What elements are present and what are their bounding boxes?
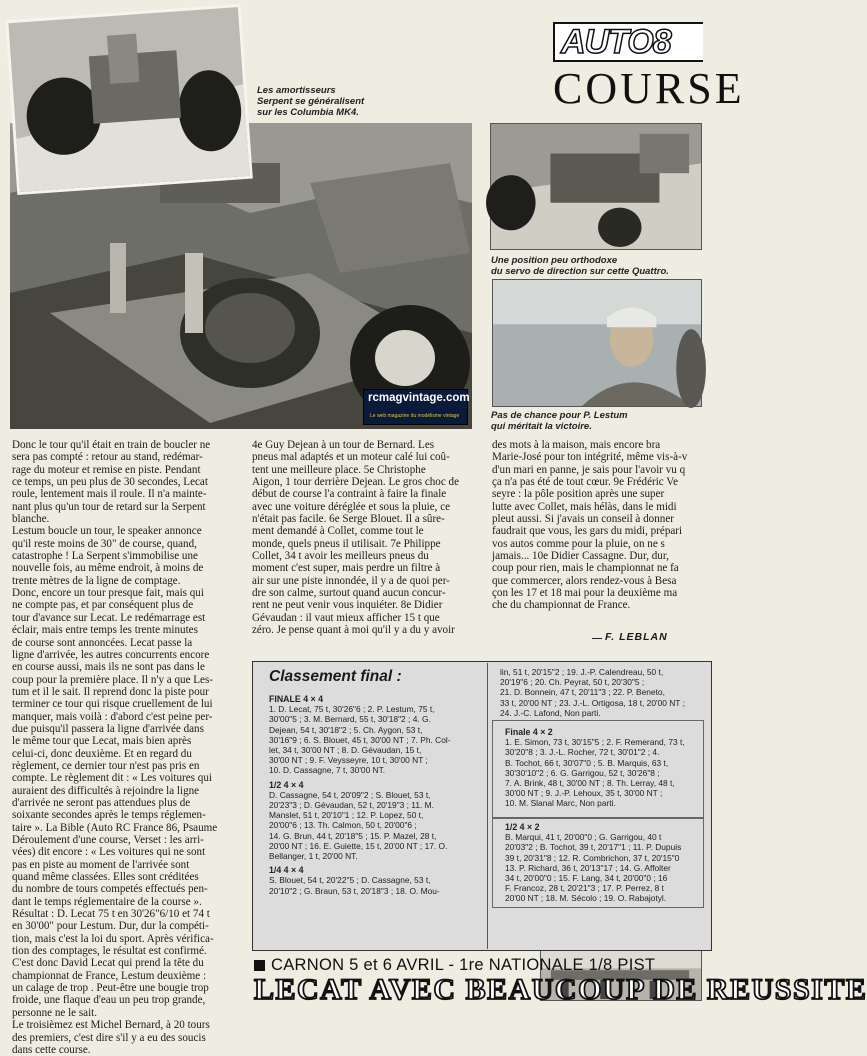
- results-section-header: FINALE 4 × 4: [269, 694, 324, 704]
- text-line: le même tour que Lecat, mais bien après: [12, 735, 192, 748]
- caption-line: du servo de direction sur cette Quattro.: [491, 266, 669, 277]
- results-right-half: [505, 818, 705, 904]
- text-line: n'était pas facile. 6e Serge Blouet. Il a sûre-: [252, 513, 445, 526]
- results-line: 13. P. Richard, 36 t, 20'13"17 ; 14. G. Affolter: [505, 862, 671, 873]
- caption-line: Les amortisseurs: [257, 85, 336, 96]
- text-line: nant plus qu'un tour de retard sur la Serpent: [12, 500, 206, 513]
- caption-line: Pas de chance pour P. Lestum: [491, 410, 628, 421]
- text-line: catastrophe ! La Serpent s'immobilise une: [12, 550, 198, 563]
- watermark-subtitle: Le web magazine du modélisme vintage: [370, 413, 460, 419]
- text-line: Gévaudan : il vaut mieux afficher 15 t que: [252, 611, 440, 624]
- results-line: 20'00 NT ; 16. E. Guiette, 15 t, 20'00 NT ; 17. O.: [269, 840, 448, 851]
- results-line: 30'20"8 ; 3. J.-L. Rocher, 72 t, 30'01"2 ; 4.: [505, 747, 660, 758]
- text-line: d'un mari en panne, je sais pour l'avoir vu q: [492, 463, 686, 476]
- results-line: 30'00"5 ; 3. M. Bernard, 55 t, 30'18"2 ; 4. G.: [269, 714, 431, 725]
- text-line: tour d'avance sur Lecat. Le redémarrage est: [12, 611, 206, 624]
- photo-p-lestum: [492, 279, 702, 407]
- text-line: monde, quels pneus il utilisait. 7e Philippe: [252, 537, 441, 550]
- text-line: coup pour la première place. Il n'y a que Les-: [12, 673, 213, 686]
- text-line: pleut aussi. Si j'avais un conseil à donner: [492, 513, 674, 526]
- text-line: seyre : la pôle position après une super: [492, 488, 665, 501]
- text-line: des mots à la maison, mais encore bra: [492, 439, 661, 451]
- text-line: çon les 17 et 18 mai pour la deuxième ma: [492, 587, 678, 600]
- caption-line: Serpent se généralisent: [257, 96, 365, 107]
- text-line: tent une meilleure place. 5e Christophe: [252, 463, 426, 476]
- text-line: ça n'a pas été de tout cœur. 9e Frédéric Ve: [492, 476, 678, 489]
- text-line: championnat de France, Lestum deuxième :: [12, 969, 207, 982]
- section-title: COURSE: [553, 64, 745, 113]
- results-line: 20'23"3 ; D. Gévaudan, 52 t, 20'19"3 ; 11. M.: [269, 800, 434, 811]
- text-line: sera pas compté : retour au stand, redémar-: [12, 451, 203, 464]
- text-line: Lestum boucle un tour, le speaker annonce: [12, 525, 202, 538]
- text-line: 21. D. Bonnein, 47 t, 20'11"3 ; 22. P. Beneto,: [500, 687, 665, 698]
- results-line: 30'16"9 ; 6. S. Blouet, 45 t, 30'00 NT ; 7. Ph. Col-: [269, 734, 451, 745]
- text-line: coup pour rien, mais le championnat ne fa: [492, 562, 679, 575]
- text-line: 33 t, 20'00 NT ; 23. J.-L. Ortigosa, 18 t, 20'00 NT ;: [500, 697, 685, 708]
- results-line: 10. M. Slanal Marc, Non parti.: [505, 798, 616, 809]
- text-line: règlement, ce dernier tour n'est pas pris en: [12, 759, 200, 772]
- results-line: 20'00"6 ; 13. Th. Calmon, 50 t, 20'00"6 ;: [269, 820, 417, 831]
- text-line: d'arrivée ne seront pas attendues plus de: [12, 796, 191, 809]
- results-line: let, 34 t, 30'00 NT ; 8. D. Gévaudan, 15 t,: [269, 745, 422, 756]
- results-line: 20'10"2 ; G. Braun, 53 t, 20'18"3 ; 18. O. Mou-: [269, 885, 440, 896]
- results-line: 20'03"2 ; B. Tochot, 39 t, 20'17"1 ; 11. P. Dupuis: [505, 842, 682, 853]
- text-line: des premiers, c'est dire s'il y a eu des soucis: [12, 1031, 206, 1044]
- inset-photo-shock-absorbers: [5, 4, 253, 195]
- text-line: Donc le tour qu'il était en train de boucler ne: [12, 439, 211, 451]
- caption-line: qui méritait la victoire.: [491, 421, 592, 432]
- text-line: avec une voiture déréglée et sous la pluie, ce: [252, 500, 451, 513]
- results-right-top: [500, 667, 705, 718]
- text-line: un calage de trop . Peut-être une bougie trop: [12, 982, 209, 995]
- text-line: manquer, mais voilà : d'abord c'est peine per-: [12, 710, 213, 723]
- text-line: ment demandé à Collet, comme tout le: [252, 525, 424, 538]
- text-line: qu'il reste moins de 30" de course, quand,: [12, 537, 197, 550]
- text-line: 4e Guy Dejean à un tour de Bernard. Les: [252, 439, 435, 451]
- text-line: début de course l'a contraint à faire la finale: [252, 488, 447, 501]
- text-line: roule, lentement mais il roule. Il n'a mainte-: [12, 488, 207, 501]
- results-line: 10. D. Cassagne, 7 t, 30'00 NT.: [269, 765, 386, 776]
- text-line: Aigon, 1 tour derrière Dejean. Le gros choc de: [252, 476, 460, 489]
- text-line: auraient des difficultés à rejoindre la ligne: [12, 784, 200, 797]
- article-column-2: [252, 439, 482, 637]
- watermark-title: rcmagvintage.com: [368, 392, 470, 404]
- results-left-column: [269, 690, 481, 896]
- results-divider: [487, 663, 488, 949]
- text-line: tion, mais c'est la loi du sport. Après vérifica-: [12, 932, 214, 945]
- text-line: dans cette course.: [12, 1043, 91, 1056]
- text-line: jamais... 10e Didier Cassagne. Dur, dur,: [492, 550, 669, 563]
- results-line: Manslet, 51 t, 20'10"1 ; 12. P. Lopez, 50 t,: [269, 810, 424, 821]
- text-line: Résultat : D. Lecat 75 t en 30'26"6/10 et 74 t: [12, 908, 210, 921]
- text-line: moment c'est super, mais perdre un filtre à: [252, 562, 441, 575]
- signature-rule: [592, 638, 602, 639]
- results-section-header: Finale 4 × 2: [505, 727, 553, 737]
- text-line: ne compte pas, et par conséquent plus de: [12, 599, 194, 612]
- photo-quattro-car: [490, 123, 702, 250]
- text-line: compte. Le règlement dit : « Les voitures qui: [12, 772, 212, 785]
- text-line: zéro. Je pense quant à moi qu'il y a du y avoir: [252, 624, 455, 637]
- banner-square-icon: [254, 960, 265, 971]
- text-line: trente mètres de la ligne de comptage.: [12, 574, 181, 587]
- results-line: 30'30'10"2 ; 6. G. Garrigou, 52 t, 30'26"8 ;: [505, 767, 660, 778]
- text-line: quand même classées. Elles sont créditées: [12, 871, 199, 884]
- text-line: soixante secondes après le temps réglemen-: [12, 809, 206, 822]
- text-line: Le troisièmez est Michel Bernard, à 20 tours: [12, 1019, 210, 1032]
- results-line: 1. D. Lecat, 75 t, 30'26"6 ; 2. P. Lestum, 75 t,: [269, 704, 435, 715]
- results-section-header: 1/2 4 × 2: [505, 822, 540, 832]
- text-line: 20'19"6 ; 20. Ch. Peyrat, 50 t, 20'30"5 ;: [500, 677, 645, 688]
- text-line: pas en piste au moment de l'arrivée sont: [12, 858, 190, 871]
- text-line: rage du moteur et remise en piste. Pendant: [12, 463, 201, 476]
- caption-lestum: [491, 410, 628, 432]
- text-line: froide, une flaque d'eau un peu trop grande,: [12, 994, 206, 1007]
- results-line: S. Blouet, 54 t, 20'22"5 ; D. Cassagne, 53 t,: [269, 875, 431, 886]
- text-line: Déroulement d'une course, Verset : les arri-: [12, 834, 204, 846]
- text-line: tum et il le sait. Il reprend donc la piste pour: [12, 685, 209, 698]
- results-line: 30'00 NT ; 9. F. Veysseyre, 10 t, 30'00 NT ;: [269, 755, 428, 766]
- text-line: due puisqu'il passera la ligne d'arrivée dans: [12, 722, 204, 735]
- text-line: lin, 51 t, 20'15"2 ; 19. J.-P. Calendreau, 50 t,: [500, 667, 664, 677]
- text-line: que commercer, alors rendez-vous à Besa: [492, 574, 677, 587]
- text-line: air sur une piste innondée, il y a de quoi per-: [252, 574, 450, 587]
- text-line: Marie-José pour ton intégrité, même vis-à-v: [492, 451, 688, 464]
- banner-text: CARNON 5 et 6 AVRIL - 1re NATIONALE 1/8 PIST: [271, 956, 656, 974]
- text-line: en course aussi, mais ils ne sont pas dans le: [12, 661, 205, 674]
- text-line: celui-ci, donc deuxième. Et en regard du: [12, 747, 192, 760]
- results-line: Bellanger, 1 t, 20'00 NT.: [269, 851, 358, 862]
- results-line: Dejean, 54 t, 30'18"2 ; 5. Ch. Aygon, 53 t,: [269, 724, 423, 735]
- text-line: Donc, encore un tour presque fait, mais qui: [12, 587, 204, 600]
- text-line: vées) dit encore : « Les voitures qui ne sont: [12, 846, 206, 859]
- results-line: 34 t, 20'00"0 ; 15. F. Lang, 34 t, 20'00"0 ; 16: [505, 873, 668, 884]
- author-signature: F. LEBLAN: [605, 631, 668, 643]
- results-line: 20'00 NT ; 18. M. Sécolo ; 19. O. Rabajotyl.: [505, 893, 667, 904]
- text-line: de course sont annoncées. Lecat passe la: [12, 636, 193, 649]
- results-section-header: 1/4 4 × 4: [269, 865, 304, 876]
- article-column-3: [492, 439, 722, 612]
- text-line: ligne d'arrivée, les autres concurrents encore: [12, 648, 210, 661]
- event-banner: [254, 955, 704, 975]
- results-line: 14. G. Brun, 44 t, 20'18"5 ; 15. P. Mazel, 28 t,: [269, 830, 437, 841]
- article-headline: LECAT AVEC BEAUCOUP DE REUSSITE: [254, 973, 867, 1006]
- text-line: pneus mal adaptés et un moteur calé lui coû-: [252, 451, 450, 464]
- text-line: taire ». La Bible (Auto RC France 86, Psaume: [12, 821, 218, 834]
- text-line: 24. J.-C. Lafond, Non parti.: [500, 707, 601, 718]
- text-line: dre son calme, surtout quand aucun concur-: [252, 587, 446, 600]
- text-line: blanche.: [12, 513, 50, 526]
- text-line: du nombre de tours competés effectués pen-: [12, 883, 208, 896]
- text-line: nouvelle fois, au même endroit, à moins de: [12, 562, 204, 575]
- text-line: rent ne peut venir vous inquiéter. 8e Didier: [252, 599, 443, 612]
- caption-shock-absorbers: [257, 85, 364, 118]
- text-line: vos autos comme pour la pluie, on ne s: [492, 537, 665, 550]
- watermark-rcmagvintage: [363, 389, 468, 425]
- results-line: 7. A. Brink, 48 t, 30'00 NT ; 8. Th. Lerray, 48 t,: [505, 778, 675, 789]
- text-line: che du championnat de France.: [492, 599, 631, 612]
- text-line: Collet, 34 t avoir les meilleurs pneus du: [252, 550, 429, 563]
- article-column-1: [12, 439, 242, 1056]
- results-line: B. Marqui, 41 t, 20'00"0 ; G. Garrigou, 40 t: [505, 832, 662, 843]
- results-title: Classement final :: [269, 668, 402, 685]
- text-line: éclair, mais entre temps les trente minutes: [12, 624, 198, 637]
- magazine-logo: AUTO8: [553, 22, 703, 62]
- results-line: F. Francoz, 28 t, 20'21"3 ; 17. P. Perrez, 8 t: [505, 883, 664, 894]
- caption-line: Une position peu orthodoxe: [491, 255, 618, 266]
- caption-quattro: [491, 255, 669, 277]
- results-line: D. Cassagne, 54 t, 20'09"2 ; S. Blouet, 53 t,: [269, 789, 431, 800]
- text-line: lutte avec Collet, mais hélàs, dans le midi: [492, 500, 677, 513]
- text-line: faudrait que vous, les gars du midi, prépari: [492, 525, 683, 538]
- text-line: C'est donc David Lecat qui prend la tête du: [12, 957, 204, 970]
- results-line: 1. E. Simon, 73 t, 30'15"5 ; 2. F. Remerand, 73 t,: [505, 737, 685, 748]
- text-line: dant le temps réglementaire de la course ».: [12, 895, 202, 908]
- text-line: tion des comptages, le résultat est confirmé.: [12, 945, 207, 958]
- caption-line: sur les Columbia MK4.: [257, 107, 359, 118]
- text-line: ce temps, un peu plus de 30 secondes, Lecat: [12, 476, 208, 489]
- text-line: personne ne le sait.: [12, 1006, 98, 1019]
- results-line: B. Tochot, 66 t, 30'07"0 ; 5. B. Marquis, 63 t,: [505, 757, 669, 768]
- results-right-finale: [505, 723, 705, 809]
- text-line: en 30'00" pour Lestum. Dur, dur la compéti-: [12, 920, 209, 933]
- results-line: 30'00 NT ; 9. J.-P. Lehoux, 35 t, 30'00 NT ;: [505, 788, 663, 799]
- results-line: 39 t, 20'31"8 ; 12. R. Combrichon, 37 t, 20'15"0: [505, 852, 680, 863]
- results-section-header: 1/2 4 × 4: [269, 779, 304, 790]
- text-line: terminer ce tour qui risque cruellement de lui: [12, 698, 213, 711]
